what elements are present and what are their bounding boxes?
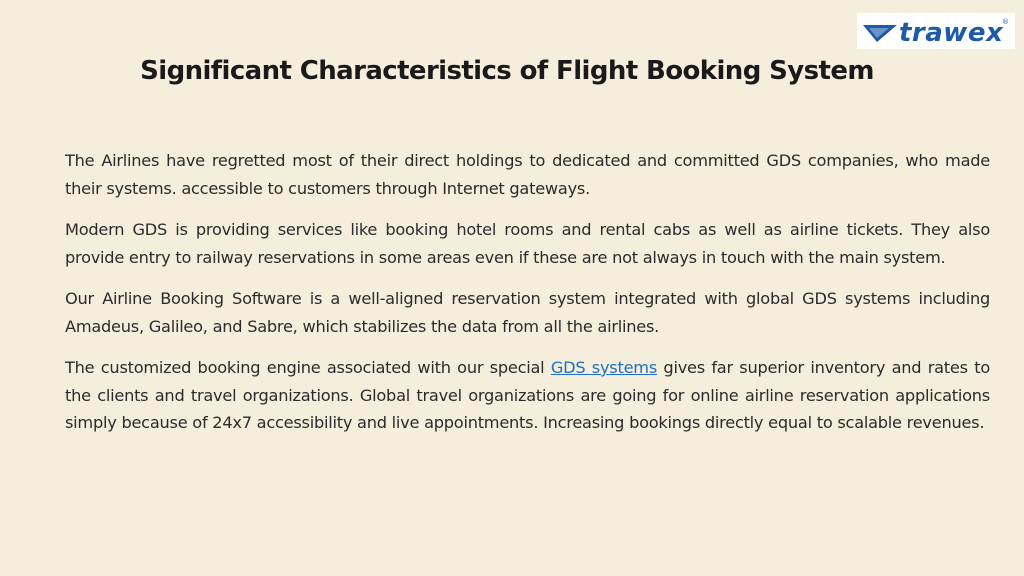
- trawex-logo: [857, 13, 1015, 49]
- trawex-logo-graphic: [863, 16, 1011, 46]
- paragraph-3: Our Airline Booking Software is a well-aligned reservation system integrated with global GDS systems including Amadeus, Galileo, and Sabre, which stabilizes the data from all the airlines.: [65, 289, 990, 336]
- logo-registered-mark: ®: [1002, 18, 1009, 26]
- main-content: [65, 147, 990, 451]
- paragraph-1: The Airlines have regretted most of their direct holdings to dedicated and committed GDS companies, who made their systems. accessible to customers through Internet gateways.: [65, 151, 990, 198]
- paragraph-2: Modern GDS is providing services like booking hotel rooms and rental cabs as well as airline tickets. They also provide entry to railway reservations in some areas even if these are not always in touch with the main system.: [65, 220, 990, 267]
- logo-brand-text: trawex: [899, 18, 1004, 46]
- paragraph-4: [65, 354, 990, 437]
- paragraph-4-rest: gives far superior inventory and rates to the clients and travel organizations. Global travel organizations are going for online airline reservation applications simply because of 24x7 accessibility and live appointments. Increasing bookings directly equal to scalable revenues.: [65, 358, 990, 432]
- gds-systems-link[interactable]: GDS systems: [550, 358, 657, 377]
- paragraph-4-lead: The customized booking engine associated with our special: [65, 358, 551, 377]
- page-title: Significant Characteristics of Flight Booking System: [140, 56, 874, 86]
